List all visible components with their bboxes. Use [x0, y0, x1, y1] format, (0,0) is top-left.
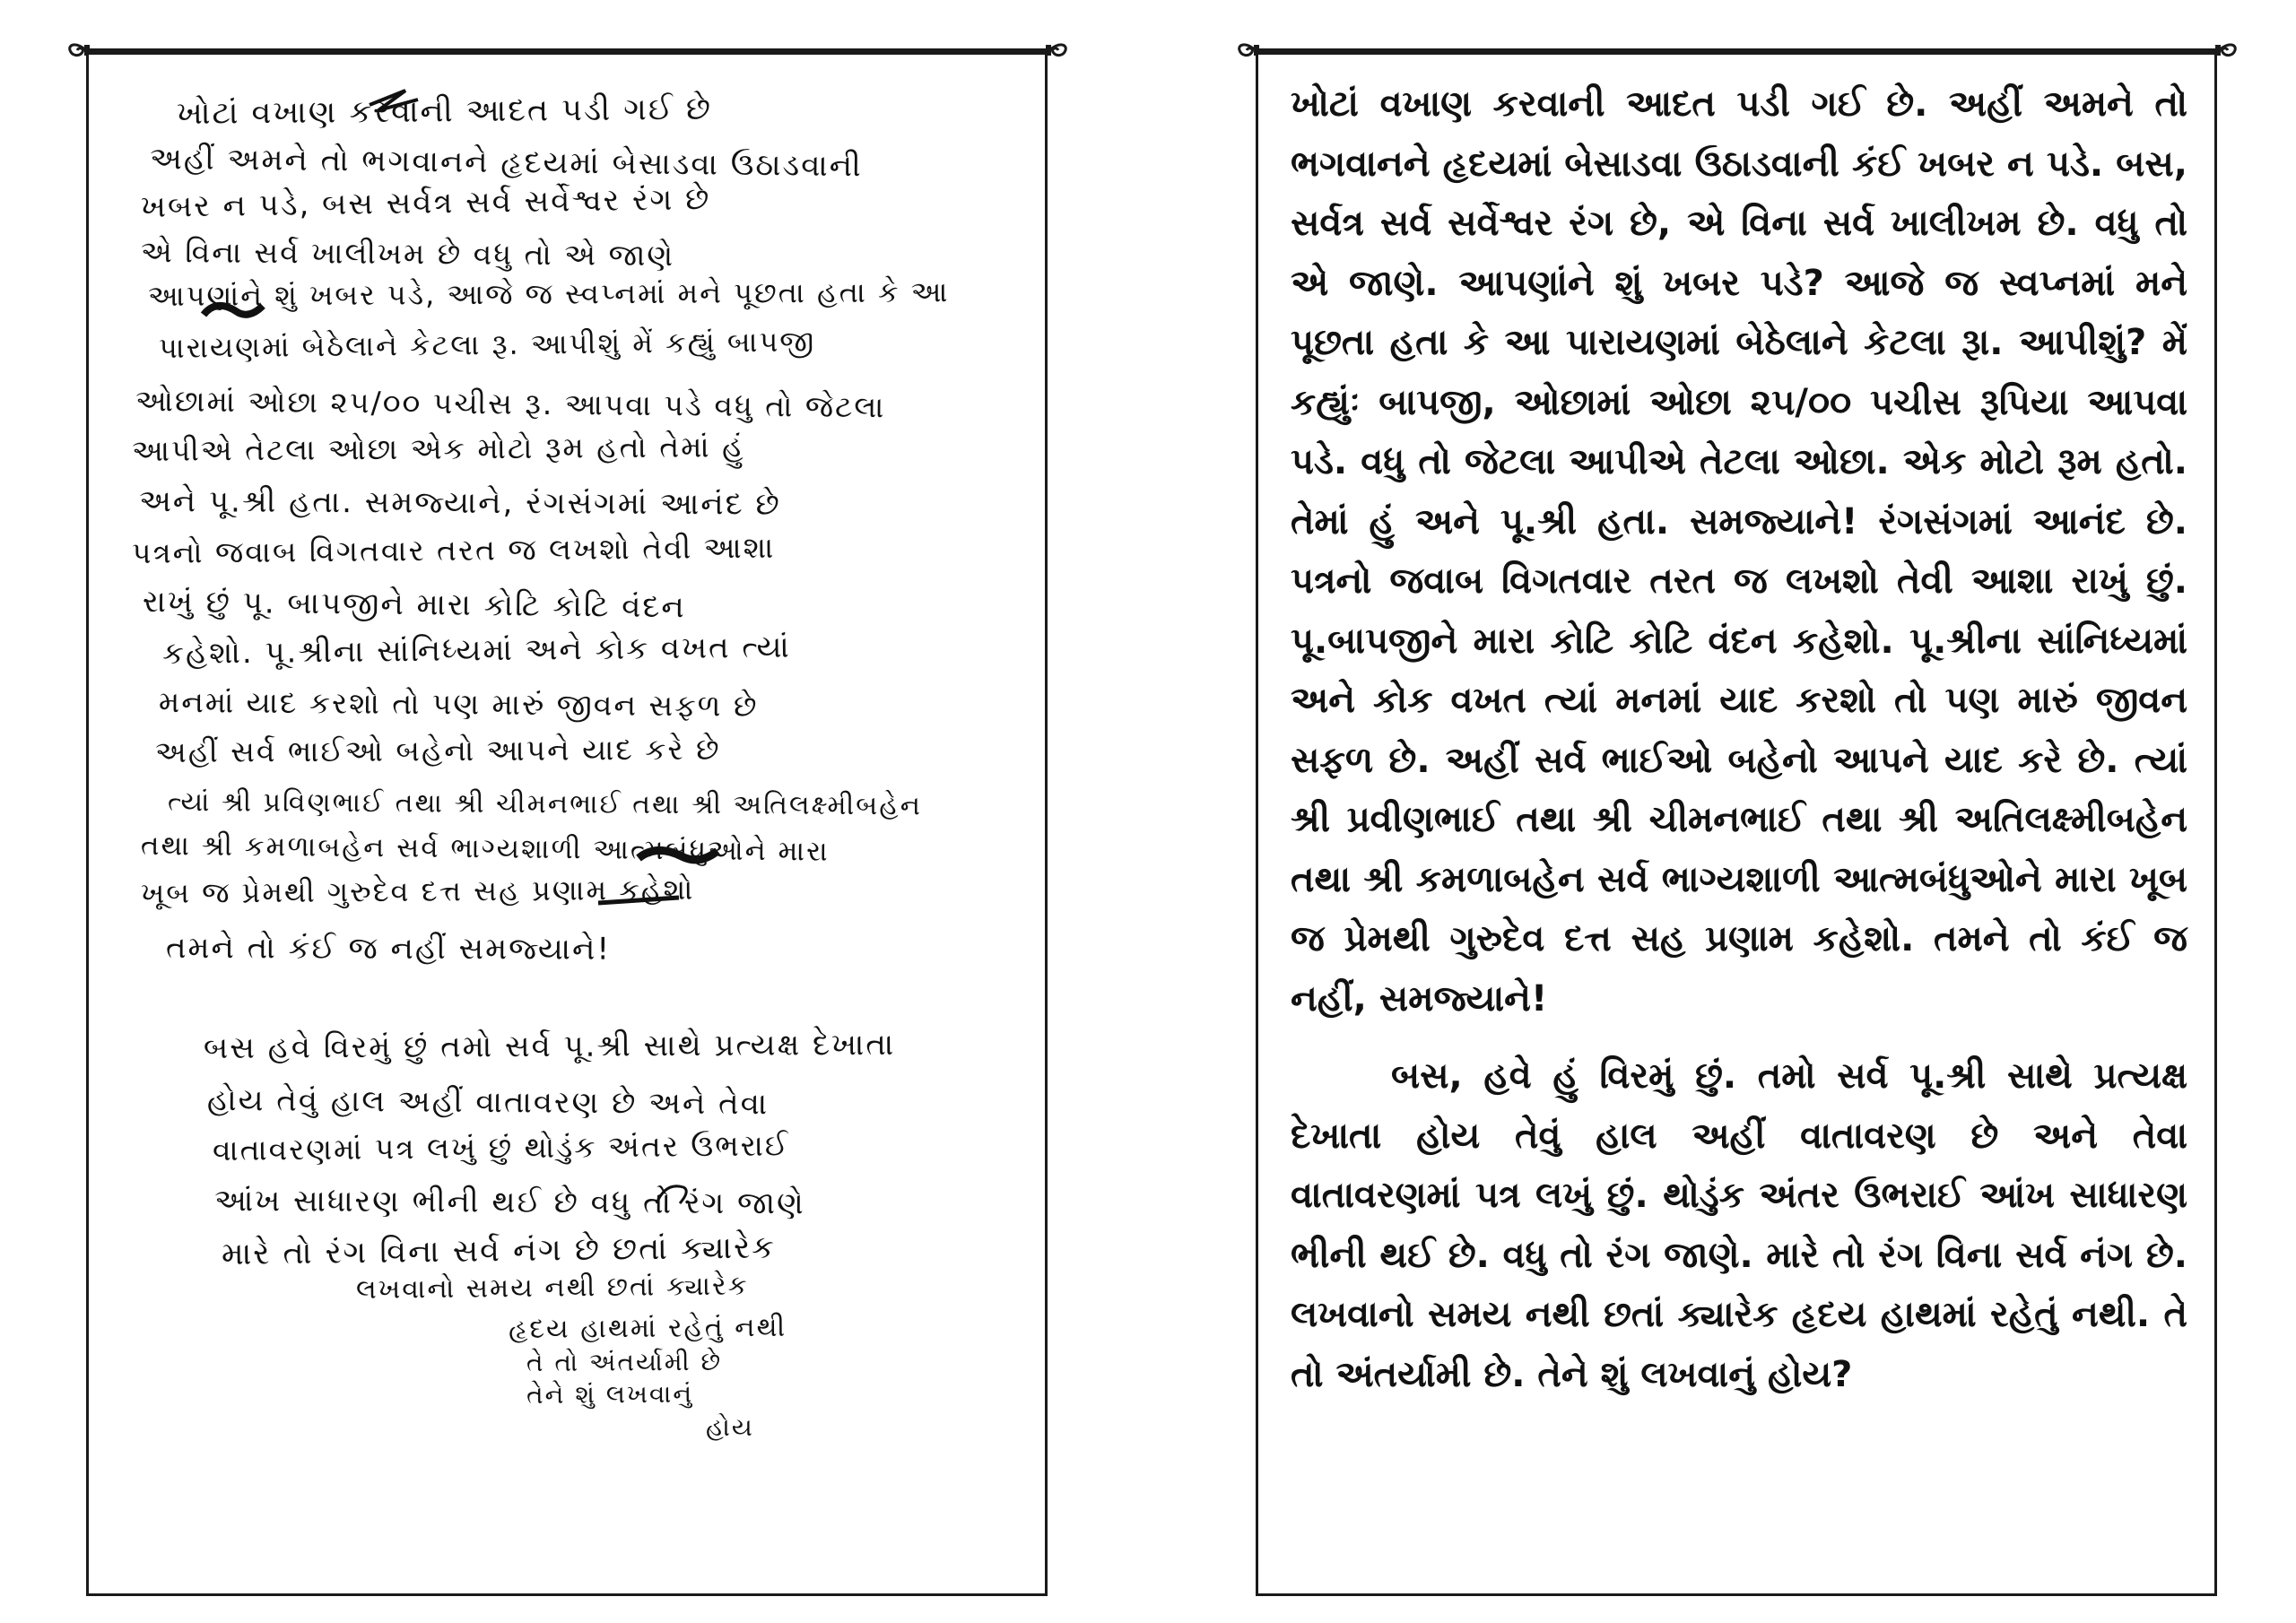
handwritten-line: કહેશો. પૂ.શ્રીના સાંનિધ્યમાં અને કોક વખત ત્યાં [161, 629, 791, 672]
handwritten-line: અને પૂ.શ્રી હતા. સમજ્યાને, રંગસંગમાં આનંદ છે [138, 483, 781, 523]
handwritten-line: ઓછામાં ઓછા ૨૫/૦૦ પચીસ રૂ. આપવા પડે વધુ તો જેટલા [135, 383, 886, 425]
handwritten-line: ખોટાં વખાણ કરવાની આદત પડી ગઈ છે [176, 91, 713, 132]
transcript-paragraph-2: બસ, હવે હું વિરમું છું. તમો સર્વ પૂ.શ્રી સાથે પ્રત્યક્ષ દેખાતા હોય તેવું હાલ અહીં વાતાવરણ છે અને તેવા વાતાવરણમાં પત્ર લખું છું. થોડુંક અંતર ઉભરાઈ આંખ સાધારણ ભીની થઈ છે. વધુ તો રંગ જાણે. મારે તો રંગ વિના સર્વ નંગ છે. લખવાનો સમય નથી છતાં ક્યારેક હૃદય હાથમાં રહેતું નથી. તે તો અંતર્યામી છે. તેને શું લખવાનું હોય? [1291, 1055, 2187, 1395]
handwritten-line: બસ હવે વિરમું છું તમો સર્વ પૂ.શ્રી સાથે પ્રત્યક્ષ દેખાતા [203, 1026, 896, 1066]
handwritten-line: પારાયણમાં બેઠેલાને કેટલા રૂ. આપીશું મેં કહ્યું બાપજી [158, 324, 816, 365]
handwritten-line: તેને શું લખવાનું [526, 1378, 694, 1410]
handwritten-line: લખવાનો સમય નથી છતાં ક્યારેક [355, 1270, 749, 1306]
handwritten-line: તમને તો કંઈ જ નહીં સમજ્યાને! [165, 930, 612, 968]
handwritten-line: અહીં સર્વ ભાઈઓ બહેનો આપને યાદ કરે છે [154, 731, 721, 769]
handwritten-line: ખૂબ જ પ્રેમથી ગુરુદેવ દત્ત સહ પ્રણામ કહેશો [140, 872, 695, 910]
handwritten-line: મારે તો રંગ વિના સર્વ નંગ છે છતાં ક્યારેક [221, 1229, 777, 1272]
handwritten-line: હૃદય હાથમાં રહેતું નથી [508, 1311, 787, 1345]
handwritten-letter-panel [86, 52, 1048, 1596]
typed-transcript-panel [1256, 52, 2217, 1596]
handwritten-line: હોય તેવું હાલ અહીં વાતાવરણ છે અને તેવા [206, 1082, 770, 1123]
handwritten-line: તથા શ્રી કમળાબહેન સર્વ ભાગ્યશાળી આત્મબંધુઓને મારા [140, 829, 830, 868]
handwritten-line: આપીએ તેટલા ઓછા એક મોટો રૂમ હતો તેમાં હું [131, 429, 745, 468]
handwritten-line: વાતાવરણમાં પત્ર લખું છું થોડુંક અંતર ઉભરાઈ [212, 1127, 790, 1167]
transcript-body [1291, 74, 2187, 1404]
handwritten-text-area [132, 89, 1029, 1559]
handwritten-line: એ વિના સર્વ ખાલીખમ છે વધુ તો એ જાણે [140, 234, 675, 273]
handwritten-line: મનમાં યાદ કરશો તો પણ મારું જીવન સફળ છે [158, 684, 759, 724]
handwritten-line: ત્યાં શ્રી પ્રવિણભાઈ તથા શ્રી ચીમનભાઈ તથા શ્રી અતિલક્ષ્મીબહેન [167, 786, 923, 822]
handwritten-line: આપણાંને શું ખબર પડે, આજે જ સ્વપ્નમાં મને પૂછતા હતા કે આ [147, 274, 950, 313]
handwritten-line: તે તો અંતર્યામી છે [526, 1346, 723, 1377]
handwritten-line: પત્રનો જવાબ વિગતવાર તરત જ લખશો તેવી આશા [131, 529, 776, 570]
transcript-paragraph-1: ખોટાં વખાણ કરવાની આદત પડી ગઈ છે. અહીં અમને તો ભગવાનને હૃદયમાં બેસાડવા ઉઠાડવાની કંઈ ખબર ન પડે. બસ, સર્વત્ર સર્વ સર્વેશ્વર રંગ છે, એ વિના સર્વ ખાલીખમ છે. વધુ તો એ જાણે. આપણાંને શું ખબર પડે? આજે જ સ્વપ્નમાં મને પૂછતા હતા કે આ પારાયણમાં બેઠેલાને કેટલા રૂા. આપીશું? મેં કહ્યુંઃ બાપજી, ઓછામાં ઓછા ૨૫/૦૦ પચીસ રૂપિયા આપવા પડે. વધુ તો જેટલા આપીએ તેટલા ઓછા. એક મોટો રૂમ હતો. તેમાં હું અને પૂ.શ્રી હતા. સમજ્યાને! રંગસંગમાં આનંદ છે. પત્રનો જવાબ વિગતવાર તરત જ લખશો તેવી આશા રાખું છું. પૂ.બાપજીને મારા કોટિ કોટિ વંદન કહેશો. પૂ.શ્રીના સાંનિધ્યમાં અને કોક વખત ત્યાં મનમાં યાદ કરશો તો પણ મારું જીવન સફળ છે. અહીં સર્વ ભાઈઓ બહેનો આપને યાદ કરે છે. ત્યાં શ્રી પ્રવીણભાઈ તથા શ્રી ચીમનભાઈ તથા શ્રી અતિલક્ષ્મીબહેન તથા શ્રી કમળાબહેન સર્વ ભાગ્યશાળી આત્મબંધુઓને મારા ખૂબ જ પ્રેમથી ગુરુદેવ દત્ત સહ પ્રણામ કહેશો. તમને તો કંઈ જ નહીં, સમજ્યાને! [1291, 83, 2187, 1020]
handwritten-line: હોય [706, 1412, 754, 1442]
handwritten-line: ખબર ન પડે, બસ સર્વત્ર સર્વ સર્વેશ્વર રંગ છે [140, 181, 711, 225]
handwritten-line: અહીં અમને તો ભગવાનને હૃદયમાં બેસાડવા ઉઠાડવાની [149, 141, 863, 185]
handwritten-line: રાખું છું પૂ. બાપજીને મારા કોટિ કોટિ વંદન [142, 584, 686, 626]
handwritten-line: આંખ સાધારણ ભીની થઈ છે વધુ તો રંગ જાણે [213, 1183, 805, 1222]
